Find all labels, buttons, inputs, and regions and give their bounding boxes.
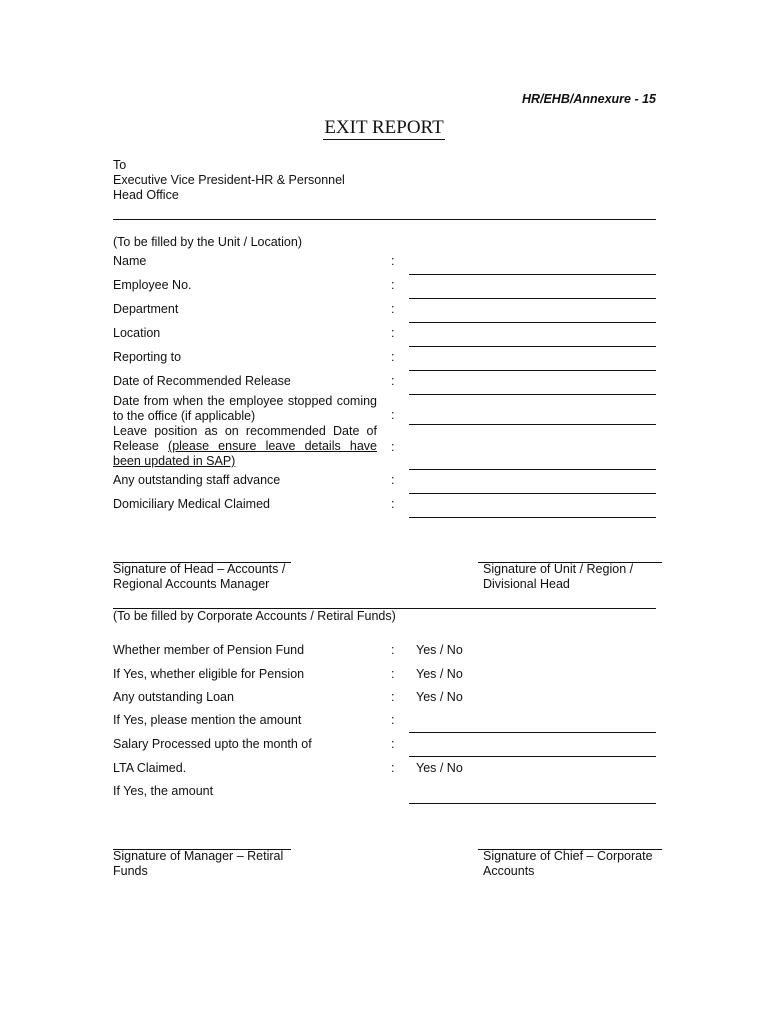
- salary-processed-line[interactable]: [409, 756, 656, 757]
- stopped-coming-line[interactable]: [409, 424, 656, 425]
- release-date-line[interactable]: [409, 394, 656, 395]
- leave-position-line[interactable]: [409, 469, 656, 470]
- reporting-to-label: Reporting to: [113, 350, 182, 364]
- salary-processed-label: Salary Processed upto the month of: [113, 737, 312, 751]
- department-label: Department: [113, 302, 179, 316]
- staff-advance-line[interactable]: [409, 493, 656, 494]
- loan-amount-label: If Yes, please mention the amount: [113, 713, 302, 727]
- lta-amount-label: If Yes, the amount: [113, 784, 214, 798]
- addressee-to: To: [113, 158, 127, 172]
- pension-eligible-yes-no[interactable]: Yes / No: [416, 667, 463, 681]
- medical-line[interactable]: [409, 517, 656, 518]
- pension-member-label: Whether member of Pension Fund: [113, 643, 305, 657]
- leave-position-label: [113, 424, 377, 469]
- lta-yes-no[interactable]: Yes / No: [416, 761, 463, 775]
- location-label: Location: [113, 326, 161, 340]
- signature-retiral-funds: Signature of Manager – Retiral Funds: [113, 849, 284, 878]
- colon: :: [391, 713, 395, 727]
- leave-position-note: (please ensure leave details have been updated in SAP): [113, 439, 377, 468]
- addressee-line-1: Executive Vice President-HR & Personnel: [113, 173, 345, 187]
- lta-label: LTA Claimed.: [113, 761, 187, 775]
- colon: :: [391, 473, 395, 487]
- colon: :: [391, 643, 395, 657]
- colon: :: [391, 254, 395, 268]
- colon: :: [391, 761, 395, 775]
- reporting-to-line[interactable]: [409, 370, 656, 371]
- document-reference: HR/EHB/Annexure - 15: [521, 92, 656, 106]
- signature-head-accounts: Signature of Head – Accounts / Regional Accounts Manager: [113, 562, 286, 591]
- colon: :: [391, 667, 395, 681]
- outstanding-loan-label: Any outstanding Loan: [113, 690, 234, 704]
- colon: :: [391, 374, 395, 388]
- name-label: Name: [113, 254, 147, 268]
- colon: :: [391, 326, 395, 340]
- colon: :: [391, 690, 395, 704]
- leave-position-text: Leave position as on recommended Date of Release: [113, 424, 377, 453]
- colon: :: [391, 278, 395, 292]
- divider-line: [113, 219, 656, 220]
- section2-heading: (To be filled by Corporate Accounts / Retiral Funds): [113, 609, 396, 623]
- section1-heading: (To be filled by the Unit / Location): [113, 235, 302, 249]
- stopped-coming-label: Date from when the employee stopped coming to the office (if applicable): [113, 394, 377, 423]
- lta-amount-line[interactable]: [409, 803, 656, 804]
- colon: :: [391, 408, 395, 422]
- document-title: [0, 117, 768, 139]
- signature-unit-head: Signature of Unit / Region / Divisional Head: [483, 562, 634, 591]
- name-line[interactable]: [409, 274, 656, 275]
- pension-member-yes-no[interactable]: Yes / No: [416, 643, 463, 657]
- release-date-label: Date of Recommended Release: [113, 374, 291, 388]
- colon: :: [391, 440, 395, 454]
- medical-label: Domiciliary Medical Claimed: [113, 497, 270, 511]
- location-line[interactable]: [409, 346, 656, 347]
- department-line[interactable]: [409, 322, 656, 323]
- colon: :: [391, 302, 395, 316]
- employee-no-line[interactable]: [409, 298, 656, 299]
- pension-eligible-label: If Yes, whether eligible for Pension: [113, 667, 305, 681]
- loan-amount-line[interactable]: [409, 732, 656, 733]
- employee-no-label: Employee No.: [113, 278, 192, 292]
- title-text: EXIT REPORT: [324, 117, 444, 138]
- colon: :: [391, 737, 395, 751]
- signature-corporate-accounts: Signature of Chief – Corporate Accounts: [483, 849, 653, 878]
- addressee-line-2: Head Office: [113, 188, 179, 202]
- colon: :: [391, 497, 395, 511]
- staff-advance-label: Any outstanding staff advance: [113, 473, 281, 487]
- outstanding-loan-yes-no[interactable]: Yes / No: [416, 690, 463, 704]
- colon: :: [391, 350, 395, 364]
